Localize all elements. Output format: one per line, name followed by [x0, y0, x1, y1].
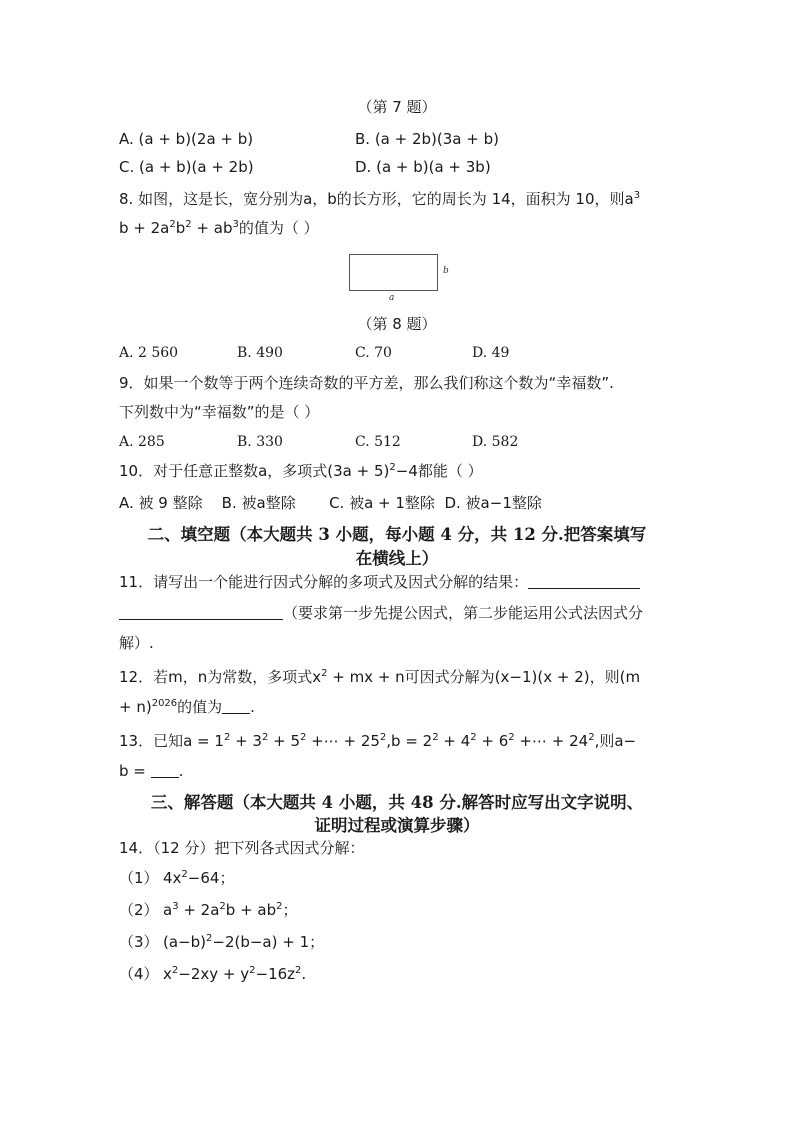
- rectangle-figure: [349, 254, 438, 291]
- q14-stem: 14．（12 分）把下列各式因式分解：: [119, 839, 365, 857]
- q12-stem-line1: 12．若m，n为常数，多项式$x^2$ + mx + n可因式分解为(x−1)(x + 2)，则(m: [119, 668, 641, 686]
- section-3-heading-line1: 三、解答题（本大题共 4 小题，共 48 分.解答时应写出文字说明、: [150, 793, 644, 812]
- q8-caption: （第 8 题）: [357, 315, 437, 333]
- q9-stem-line2: 下列数中为“幸福数”的是（ ）: [119, 403, 320, 421]
- q9-option-a: A. 285: [119, 434, 165, 450]
- q10-options: A. 被 9 整除 B. 被a整除 C. 被a + 1整除 D. 被a−1整除: [119, 494, 542, 512]
- q14-part-1: （1） $4x^2-64$；: [119, 869, 235, 887]
- q13-answer-blank[interactable]: [151, 763, 179, 778]
- q12-answer-blank[interactable]: [222, 699, 250, 714]
- figure-label-b: b: [443, 266, 449, 276]
- q12-stem-line2: + n)$^{2026}$的值为 .: [119, 698, 255, 716]
- q14-part-2: （2） $a^3 + 2a^2b + ab^2$；: [119, 901, 298, 919]
- q11-stem-line1: 11．请写出一个能进行因式分解的多项式及因式分解的结果：: [119, 572, 640, 592]
- figure-label-a: a: [389, 293, 395, 303]
- q8-option-a: A. 2 560: [119, 345, 179, 361]
- q13-stem-line2: b = .: [119, 762, 184, 780]
- q11-stem-line3: 解）.: [119, 634, 154, 652]
- q9-stem-line1: 9．如果一个数等于两个连续奇数的平方差，那么我们称这个数为“幸福数”.: [119, 374, 614, 392]
- q9-option-d: D. 582: [472, 434, 519, 450]
- section-2-heading-line1: 二、填空题（本大题共 3 小题，每小题 4 分，共 12 分.把答案填写: [147, 525, 647, 544]
- q7-caption: （第 7 题）: [357, 98, 437, 116]
- q8-option-d: D. 49: [472, 345, 510, 361]
- q11-stem-line2: （要求第一步先提公因式，第二步能运用公式法因式分: [119, 603, 643, 623]
- q14-part-4: （4） $x^2-2xy + y^2-16z^2$.: [119, 965, 307, 983]
- q13-stem-line1: 13．已知$a = 1^2 + 3^2 + 5^2$ +⋯ + $25^2,b = 2^2 + 4^2 + 6^2$ +⋯ + $24^2$,则a−: [119, 732, 637, 750]
- q9-option-c: C. 512: [355, 434, 401, 450]
- section-3-heading-line2: 证明过程或演算步骤）: [314, 816, 480, 835]
- section-2-heading-line2: 在横线上）: [355, 549, 439, 568]
- q9-option-b: B. 330: [237, 434, 283, 450]
- q14-part-3: （3） $(a-b)^2-2(b-a) + 1$；: [119, 933, 325, 951]
- q7-option-b: B. (a + 2b)(3a + b): [355, 130, 499, 148]
- q8-option-c: C. 70: [355, 345, 392, 361]
- q7-option-a: A. (a + b)(2a + b): [119, 130, 254, 148]
- q11-answer-blank-1[interactable]: [528, 574, 640, 589]
- q8-stem-line2: $b + 2a^2b^2 + ab^3$的值为（ ）: [119, 219, 319, 237]
- q7-option-d: D. (a + b)(a + 3b): [355, 158, 491, 176]
- q10-stem: 10．对于任意正整数a，多项式$(3a + 5)^2-4$都能（ ）: [119, 462, 483, 480]
- q11-answer-blank-2[interactable]: [119, 605, 283, 620]
- q8-stem-line1: 8. 如图，这是长，宽分别为a，b的长方形，它的周长为 14，面积为 10，则$a^3$: [119, 190, 641, 208]
- q8-option-b: B. 490: [237, 345, 283, 361]
- q7-option-c: C. (a + b)(a + 2b): [119, 158, 254, 176]
